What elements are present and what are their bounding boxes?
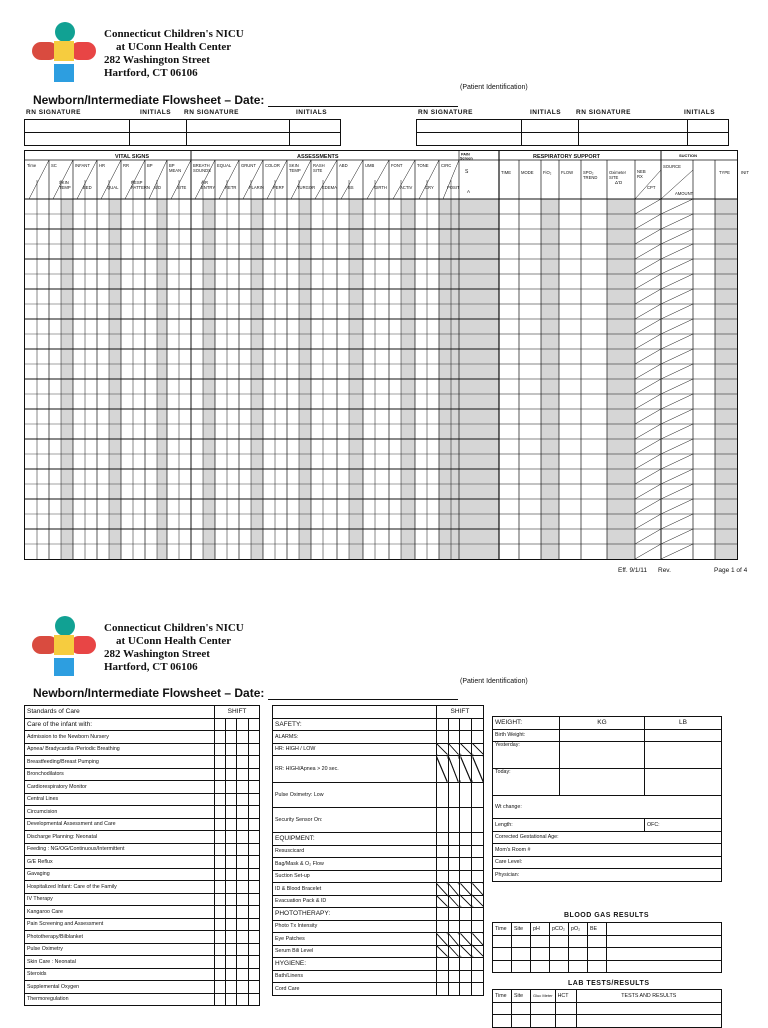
grid-column-label: AMOUNT [675,191,694,196]
grid-column-label: FiO₂ [543,170,552,175]
grid-column-label: TYPE [719,170,730,175]
org-street: 282 Washington Street [104,648,210,660]
care-item-label: Supplemental Oxygen [25,981,215,994]
safety-item-row [273,895,484,908]
safety-item-label: RR: HIGH/Apnea > 20 sec. [273,756,437,783]
organization-address [104,622,244,674]
rn-signature-label: RN SIGNATURE [184,109,239,116]
grid-column-label: SUCTION [679,153,697,158]
grid-column-label: INIT [741,170,749,175]
blood-gas-col: pH [531,923,550,936]
care-item-row [25,868,260,881]
care-item-label: Central Lines [25,793,215,806]
org-name: Connecticut Children's NICU [104,28,244,40]
care-item-row [25,731,260,744]
care-item-row [25,918,260,931]
care-level-label: Care Level: [493,856,722,869]
org-city: Hartford, CT 06106 [104,67,198,79]
safety-item-row [273,933,484,946]
weight-table [492,716,722,882]
safety-item-label: Suction Set-up [273,870,437,883]
grid-column-label: SITE [177,185,187,190]
safety-item-row [273,920,484,933]
lab-col-results: TESTS AND RESULTS [576,990,721,1003]
grid-column-label: SKIN [59,180,69,185]
care-item-label: Cardiorespiratory Monitor [25,781,215,794]
care-item-label: Thermoregulation [25,993,215,1006]
grid-column-label: SOUNDS [193,168,211,173]
org-subname: at UConn Health Center [116,635,232,647]
flowsheet-page-2 [0,600,768,1024]
title-text: Newborn/Intermediate Flowsheet – Date: [33,93,265,107]
grid-column-label: S/D [154,185,161,190]
care-item-label: Kangaroo Care [25,906,215,919]
care-item-label: Pulse Oximetry [25,943,215,956]
care-item-label: Apnea/ Bradycardia /Periodic Breathing [25,743,215,756]
grid-column-label: QUAL [107,185,119,190]
initials-label: INITIALS [296,109,328,116]
care-item-row [25,756,260,769]
shift-label: SHIFT [436,706,483,719]
safety-item-row [273,883,484,896]
safety-item-row [273,731,484,744]
grid-column-label: BP [169,163,175,168]
care-item-row [25,968,260,981]
grid-column-label: FLOW [561,170,574,175]
grid-column-label: AIR [201,180,208,185]
flowsheet-grid [24,150,749,560]
care-item-row [25,906,260,919]
grid-column-label: CPT [647,185,656,190]
rn-signature-label: RN SIGNATURE [418,109,473,116]
grid-column-label: TIME [501,170,512,175]
grid-column-label: PAIN [461,152,470,157]
care-item-row [25,893,260,906]
patient-identification-label: (Patient Identification) [460,84,528,91]
grid-column-label: BREATH [193,163,210,168]
grid-column-label: RASH [313,163,325,168]
moms-room-label: Mom's Room # [493,844,722,857]
care-item-row [25,881,260,894]
safety-item-row [273,870,484,883]
safety-item-row [273,983,484,996]
care-item-row [25,843,260,856]
safety-item-row [273,743,484,756]
care-item-row [25,743,260,756]
safety-item-label: Bath/Linens [273,970,437,983]
grid-column-label: FLARIN [249,185,264,190]
care-item-label: Gavaging [25,868,215,881]
grid-column-label: S [465,169,469,175]
safety-item-label: HYGIENE: [273,958,437,971]
safety-item-row [273,858,484,871]
grid-column-label: SKIN [289,163,299,168]
grid-column-label: ENTRY [201,185,216,190]
footer-eff: Eff. 9/1/11 [618,567,648,574]
safety-item-label: Eye Patches [273,933,437,946]
care-item-row [25,768,260,781]
grid-column-label: BS [348,185,354,190]
lab-col-gluc: Gluc Meter [531,990,556,1003]
care-title: Care of the infant with: [25,718,215,731]
weight-label: WEIGHT: [493,717,560,730]
care-item-label: Bronchodilators [25,768,215,781]
footer-rev: Rev. [658,567,671,574]
safety-item-label: HR: HIGH / LOW [273,743,437,756]
safety-item-row [273,970,484,983]
blood-gas-title: BLOOD GAS RESULTS [564,912,649,919]
signature-table [416,119,729,146]
grid-column-label: FONT [391,163,403,168]
rn-signature-label: RN SIGNATURE [576,109,631,116]
lb-label: LB [645,717,722,730]
care-item-label: Phototherapy/Bilblanket [25,931,215,944]
safety-item-label: ID & Blood Bracelet [273,883,437,896]
lab-tests-table [492,989,722,1028]
safety-item-label: Photo Tx Intensity [273,920,437,933]
grid-column-label: TURGOR [297,185,316,190]
patient-identification-label: (Patient Identification) [460,678,528,685]
safety-item-label: SAFETY: [273,718,437,731]
grid-column-label: BED [83,185,92,190]
grid-column-label: PATTERN [131,185,150,190]
initials-label: INITIALS [530,109,562,116]
grid-column-label: RESP [131,180,143,185]
safety-item-row [273,833,484,846]
care-item-label: Breastfeeding/Breast Pumping [25,756,215,769]
grid-column-label: RR [123,163,130,168]
physician-label: Physician: [493,869,722,882]
grid-column-label: UMB [365,163,375,168]
safety-item-row [273,945,484,958]
date-field[interactable] [268,96,458,107]
safety-table [272,705,484,996]
grid-column-label: TEMP [289,168,301,173]
yesterday-label: Yesterday: [493,742,560,769]
length-label: Length: [493,819,645,832]
grid-column-label: TEMP [59,185,71,190]
safety-item-label: Security Sensor On: [273,808,437,833]
blood-gas-col: BE [588,923,607,936]
care-item-label: Skin Care : Neonatal [25,956,215,969]
grid-column-label: A [467,189,471,194]
safety-item-row [273,908,484,921]
blood-gas-col: pO₂ [569,923,588,936]
grid-column-label: SPO₂ [583,170,594,175]
flowsheet-title [33,93,458,107]
standards-of-care-table [24,705,260,1006]
safety-item-label: PHOTOTHERAPY: [273,908,437,921]
grid-column-label: ACTIV [400,185,413,190]
today-label: Today: [493,769,560,796]
grid-column-label: TREND [583,175,598,180]
grid-column-label: INFANT [75,163,90,168]
safety-item-row [273,756,484,783]
birth-weight-label: Birth Weight: [493,729,560,742]
care-item-label: G/E Reflux [25,856,215,869]
care-item-row [25,981,260,994]
grid-column-label: NEB [637,169,646,174]
grid-column-label: GRUNT [241,163,256,168]
grid-column-label: SOURCE [663,164,681,169]
care-item-label: Feeding : NG/OG/Continuous/Intermittent [25,843,215,856]
wt-change-label: Wt change: [493,796,722,819]
grid-column-label: CRY [425,185,434,190]
care-item-row [25,931,260,944]
org-subname: at UConn Health Center [116,41,232,53]
care-item-label: Steroids [25,968,215,981]
shift-label: SHIFT [215,706,260,719]
grid-column-label: ASSESSMENTS [297,154,339,160]
org-street: 282 Washington Street [104,54,210,66]
grid-column-label: COLOR [265,163,280,168]
ofc-label: OFC: [645,819,722,832]
organization-address [104,28,244,80]
care-item-label: Developmental Assessment and Care [25,818,215,831]
initials-label: INITIALS [684,109,716,116]
rn-signature-label: RN SIGNATURE [26,109,81,116]
safety-item-row [273,845,484,858]
grid-column-label: SC [51,163,57,168]
initials-label: INITIALS [140,109,172,116]
care-item-row [25,793,260,806]
grid-column-label: SITE [609,175,619,180]
safety-item-label: Serum Bili Level [273,945,437,958]
care-item-row [25,993,260,1006]
care-item-row [25,856,260,869]
grid-column-label: HR [99,163,106,168]
grid-column-label: RESPIRATORY SUPPORT [533,154,601,160]
grid-column-label: MODE [521,170,534,175]
grid-column-label: CIRC [441,163,452,168]
lab-col-time: Time [493,990,512,1003]
grid-column-label: RETR [225,185,237,190]
grid-column-label: Oximeter [609,170,626,175]
grid-column-label: RX [637,174,643,179]
signature-block-right [416,109,729,146]
grid-column-label: EQUAL [217,163,232,168]
safety-item-label: ALARMS: [273,731,437,744]
safety-item-row [273,958,484,971]
nicu-logo [32,22,96,82]
nicu-logo [32,616,96,676]
org-name: Connecticut Children's NICU [104,622,244,634]
blood-gas-col: pCO₂ [550,923,569,936]
grid-column-label: SITE [313,168,323,173]
care-item-label: Circumcision [25,806,215,819]
flowsheet-title [33,686,458,700]
footer-page: Page 1 of 4 [714,567,748,574]
date-field[interactable] [268,689,458,700]
safety-item-row [273,808,484,833]
safety-item-label: Pulse Oximetry: Low [273,783,437,808]
blood-gas-col: Site [512,923,531,936]
title-text: Newborn/Intermediate Flowsheet – Date: [33,686,265,700]
safety-item-label: Bag/Mask & O₂ Flow [273,858,437,871]
safety-item-row [273,783,484,808]
corrected-age-label: Corrected Gestational Age: [493,831,722,844]
signature-table [24,119,341,146]
safety-item-label: Evacuation Pack & ID [273,895,437,908]
care-item-row [25,781,260,794]
grid-column-label: BP [147,163,153,168]
care-item-label: Hospitalized Infant: Care of the Family [25,881,215,894]
care-item-row [25,943,260,956]
blood-gas-col: Time [493,923,512,936]
grid-column-label: VITAL SIGNS [115,154,150,160]
blood-gas-table [492,922,722,973]
grid-column-label: Δ’D [615,180,623,185]
care-item-label: Discharge Planning: Neonatal [25,831,215,844]
care-item-row [25,818,260,831]
org-city: Hartford, CT 06106 [104,661,198,673]
safety-item-label: EQUIPMENT: [273,833,437,846]
care-item-row [25,831,260,844]
grid-column-label: ABD [339,163,348,168]
grid-column-label: Time [27,163,37,168]
grid-column-label: EDEMA [322,185,337,190]
grid-column-label: MEAN [169,168,182,173]
grid-column-label: Screen [460,156,473,161]
grid-column-label: PERF [273,185,285,190]
care-item-label: Pain Screening and Assessment [25,918,215,931]
grid-column-label: GIRTH [374,185,387,190]
kg-label: KG [560,717,645,730]
safety-item-row [273,718,484,731]
care-item-label: IV Therapy [25,893,215,906]
care-item-label: Admission to the Newborn Nursery [25,731,215,744]
lab-col-site: Site [512,990,531,1003]
care-item-row [25,806,260,819]
lab-col-hct: HCT [555,990,576,1003]
grid-column-label: TONE [417,163,429,168]
grid-column-label: POSIT [447,185,460,190]
safety-item-label: Cord Care [273,983,437,996]
care-item-row [25,956,260,969]
care-header: Standards of Care [25,706,215,719]
signature-block-left [24,109,344,146]
lab-tests-title: LAB TESTS/RESULTS [568,980,650,987]
safety-item-label: Resuscicard [273,845,437,858]
